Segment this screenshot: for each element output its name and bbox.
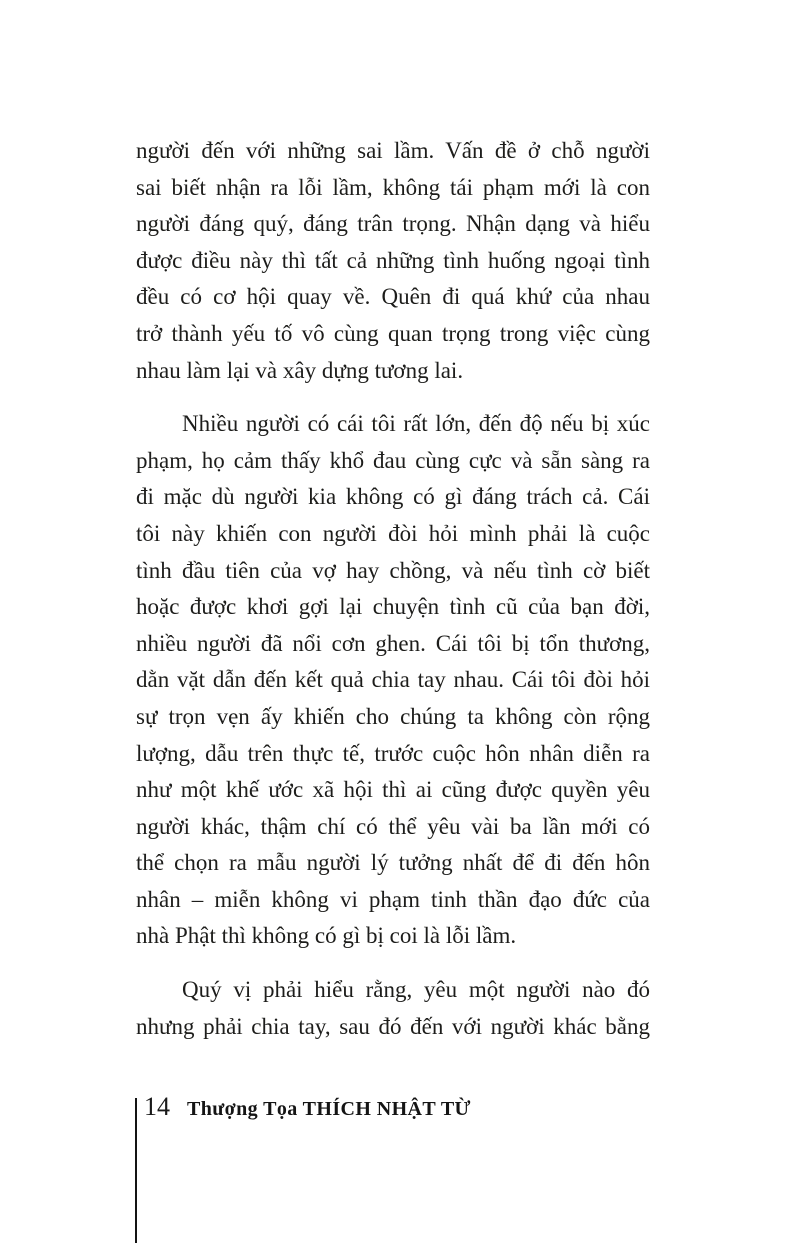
page-footer	[144, 1092, 471, 1122]
text-line: Quý vị phải hiểu rằng, yêu một người nào đó	[182, 977, 650, 1003]
paragraph	[136, 972, 650, 1045]
page-number: 14	[144, 1092, 170, 1121]
text-line: nhiều người đã nổi cơn ghen. Cái tôi bị tổn thương,	[136, 630, 650, 656]
paragraph	[136, 133, 650, 389]
text-line: nhau làm lại và xây dựng tương lai.	[136, 357, 464, 383]
text-line: trở thành yếu tố vô cùng quan trọng trong việc cùng	[136, 320, 650, 346]
text-line: người khác, thậm chí có thể yêu vài ba lần mới có	[136, 813, 650, 839]
text-line: người đến với những sai lầm. Vấn đề ở chỗ người	[136, 138, 650, 163]
text-line: sự trọn vẹn ấy khiến cho chúng ta không còn rộng	[136, 703, 650, 729]
text-line: tôi này khiến con người đòi hỏi mình phải là cuộc	[136, 520, 650, 546]
text-line: Nhiều người có cái tôi rất lớn, đến độ nếu bị xúc	[182, 411, 650, 437]
footer-rule	[135, 1098, 137, 1243]
text-line: phạm, họ cảm thấy khổ đau cùng cực và sẵn sàng ra	[136, 447, 650, 473]
text-line: nhưng phải chia tay, sau đó đến với người khác bằng	[136, 1013, 650, 1039]
text-line: tình đầu tiên của vợ hay chồng, và nếu tình cờ biết	[136, 557, 650, 583]
text-line: sai biết nhận ra lỗi lầm, không tái phạm mới là con	[136, 174, 650, 200]
text-line: lượng, dẫu trên thực tế, trước cuộc hôn nhân diễn ra	[136, 740, 650, 766]
text-line: đều có cơ hội quay về. Quên đi quá khứ của nhau	[136, 284, 650, 310]
text-line: thể chọn ra mẫu người lý tưởng nhất để đi đến hôn	[136, 850, 650, 876]
running-title: Thượng Tọa THÍCH NHẬT TỪ	[187, 1098, 471, 1120]
text-line: người đáng quý, đáng trân trọng. Nhận dạng và hiểu	[136, 211, 650, 237]
text-line: nhân – miễn không vi phạm tinh thần đạo đức của	[136, 886, 650, 912]
text-line: đi mặc dù người kia không có gì đáng trách cả. Cái	[136, 484, 650, 510]
text-line: được điều này thì tất cả những tình huống ngoại tình	[136, 247, 650, 273]
body-text	[136, 133, 650, 1062]
paragraph	[136, 406, 650, 955]
text-line: như một khế ước xã hội thì ai cũng được quyền yêu	[136, 777, 650, 803]
text-line: hoặc được khơi gợi lại chuyện tình cũ của bạn đời,	[136, 594, 650, 620]
text-line: nhà Phật thì không có gì bị coi là lỗi lầm.	[136, 923, 517, 949]
text-line: dằn vặt dẫn đến kết quả chia tay nhau. Cái tôi đòi hỏi	[136, 667, 650, 693]
